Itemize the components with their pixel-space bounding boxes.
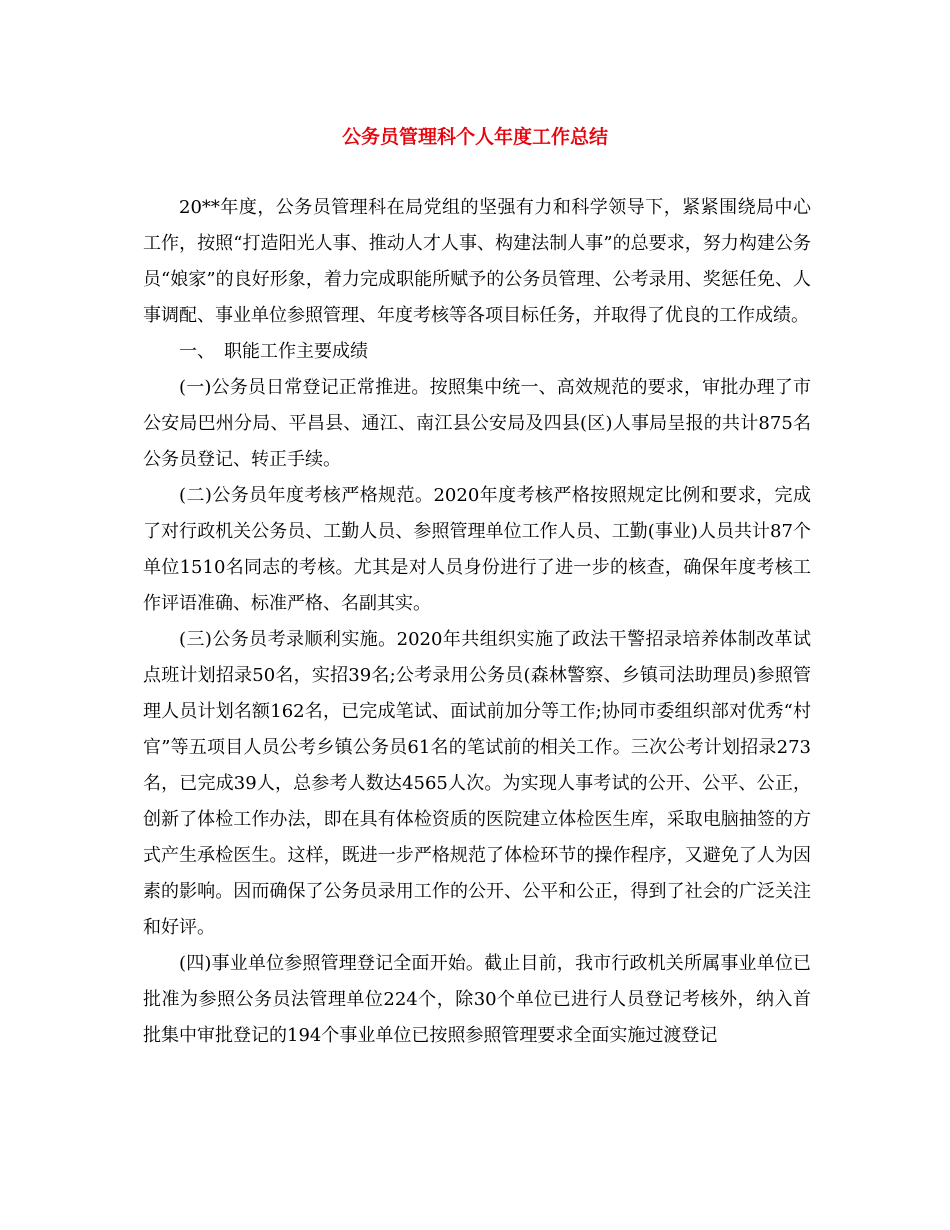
paragraph-item-2: (二)公务员年度考核严格规范。2020年度考核严格按照规定比例和要求，完成了对行政机关公务员、工勤人员、参照管理单位工作人员、工勤(事业)人员共计87个单位1510名同志的考核。尤其是对人员身份进行了进一步的核查，确保年度考核工作评语准确、标准严格、名副其实。: [143, 485, 811, 614]
document-body: [143, 190, 811, 1054]
paragraph-item-4: (四)事业单位参照管理登记全面开始。截止目前，我市行政机关所属事业单位已批准为参照公务员法管理单位224个，除30个单位已进行人员登记考核外，纳入首批集中审批登记的194个事业单位已按照参照管理要求全面实施过渡登记: [143, 953, 811, 1046]
section-heading: 一、 职能工作主要成绩: [179, 341, 368, 362]
document-title: 公务员管理科个人年度工作总结: [341, 126, 608, 148]
paragraph-intro: 20**年度，公务员管理科在局党组的坚强有力和科学领导下，紧紧围绕局中心工作，按照“打造阳光人事、推动人才人事、构建法制人事”的总要求，努力构建公务员“娘家”的良好形象，着力完成职能所赋予的公务员管理、公考录用、奖惩任免、人事调配、事业单位参照管理、年度考核等各项目标任务，并取得了优良的工作成绩。: [143, 197, 811, 326]
paragraph-item-3: (三)公务员考录顺利实施。2020年共组织实施了政法干警招录培养体制改革试点班计划招录50名，实招39名;公考录用公务员(森林警察、乡镇司法助理员)参照管理人员计划名额162名，已完成笔试、面试前加分等工作;协同市委组织部对优秀“村官”等五项目人员公考乡镇公务员61名的笔试前的相关工作。三次公考计划招录273名，已完成39人，总参考人数达4565人次。为实现人事考试的公开、公平、公正，创新了体检工作办法，即在具有体检资质的医院建立体检医生库，采取电脑抽签的方式产生承检医生。这样，既进一步严格规范了体检环节的操作程序，又避免了人为因素的影响。因而确保了公务员录用工作的公开、公平和公正，得到了社会的广泛关注和好评。: [143, 629, 811, 938]
paragraph-item-1: (一)公务员日常登记正常推进。按照集中统一、高效规范的要求，审批办理了市公安局巴州分局、平昌县、通江、南江县公安局及四县(区)人事局呈报的共计875名公务员登记、转正手续。: [143, 377, 811, 470]
